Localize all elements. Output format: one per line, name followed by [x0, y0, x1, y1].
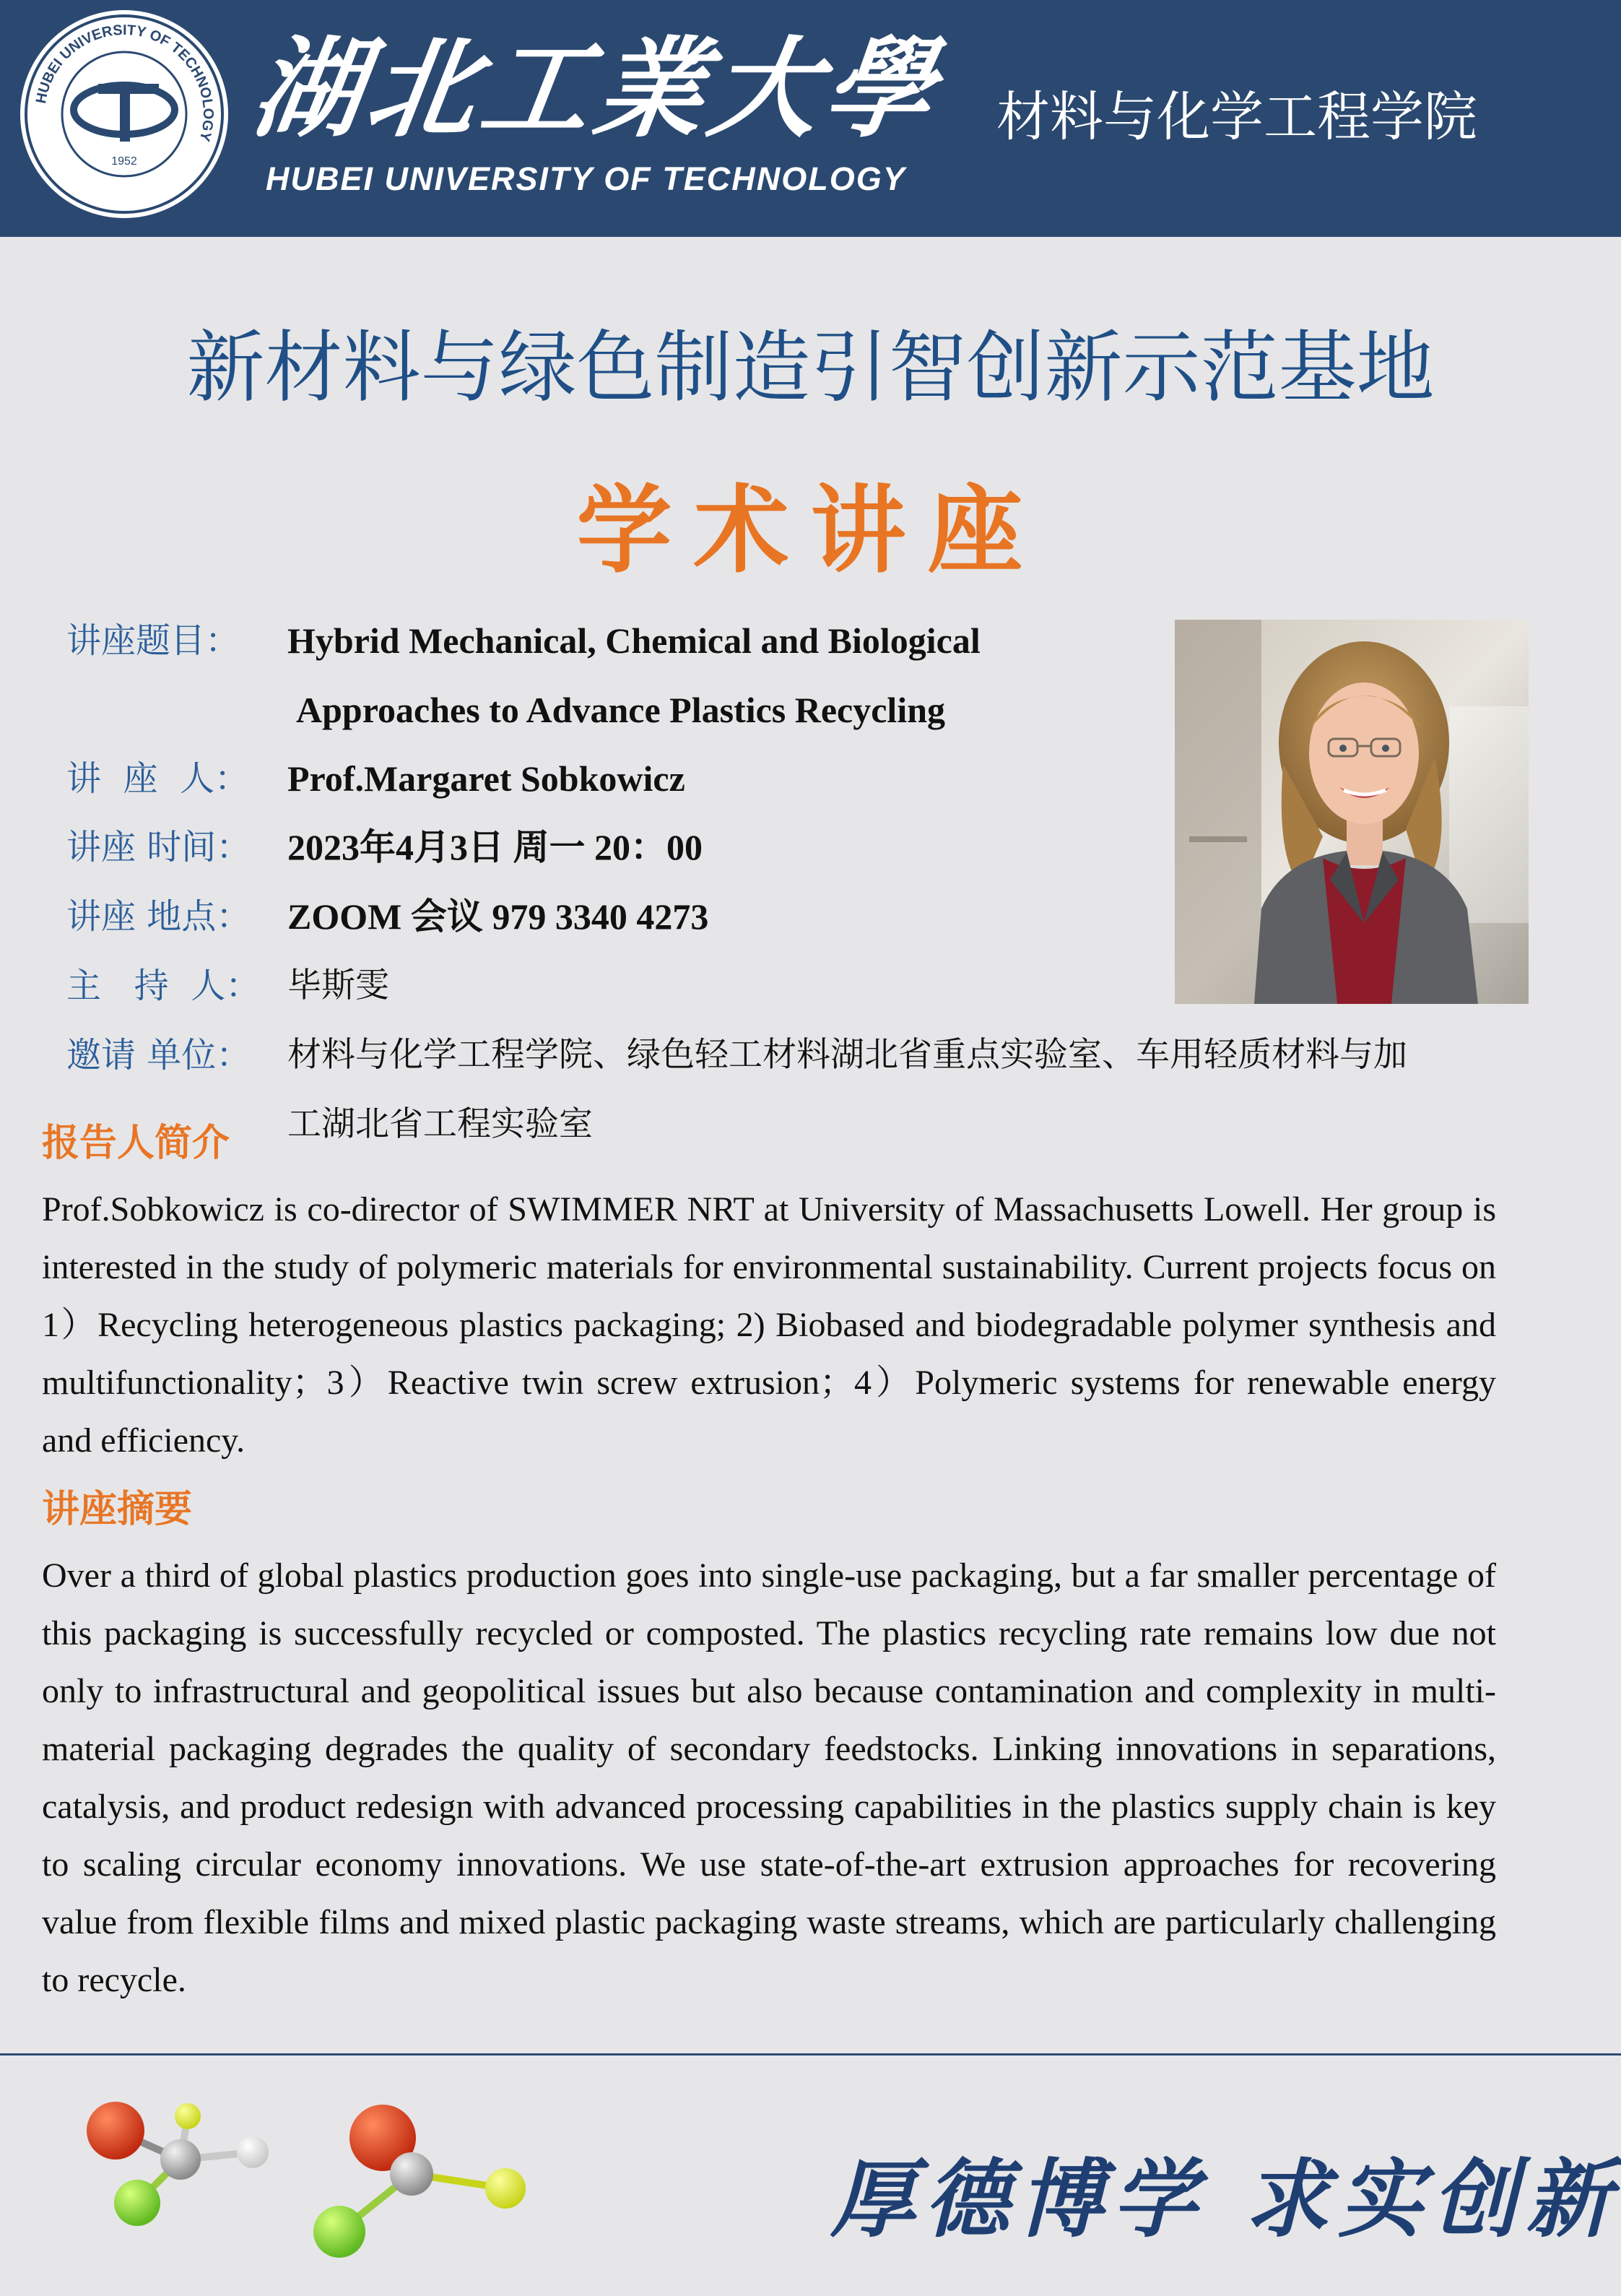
school-name: 材料与化学工程学院: [996, 86, 1477, 148]
time-value: 2023年4月3日 周一 20：00: [287, 827, 703, 867]
time-label: 讲座 时间：: [66, 827, 251, 867]
inviter-label: 邀请 单位：: [66, 1035, 251, 1075]
bio-text: Prof.Sobkowicz is co-director of SWIMMER NRT at University of Massachusetts Lowell. Her group is interested in the study of polymeric materials for environmental sustainability. Current projects focus on 1）Recycling heterogeneous plastics packaging; 2) Biobased and biodegradable polymer synthesis and multifunctionality；3）Reactive twin screw extrusion；4）Polymeric systems for renewable energy and efficiency.: [42, 1190, 1496, 1460]
bio-heading: 报告人简介: [42, 1122, 230, 1165]
university-seal-icon: [19, 9, 230, 220]
abstract-text: Over a third of global plastics production goes into single-use packaging, but a far smaller percentage of this packaging is successfully recycled or composted. The plastics recycling rate remains low due not only to infrastructural and geopolitical issues but also because contamination and complexity in multi-material packaging degrades the quality of secondary feedstocks. Linking innovations in separations, catalysis, and product redesign with advanced processing capabilities in the plastics supply chain is key to scaling circular economy innovations. We use state-of-the-art extrusion approaches for recovering value from flexible films and mixed plastic packaging waste streams, which are particularly challenging to recycle.: [42, 1556, 1496, 1999]
inviter-line-1: 材料与化学工程学院、绿色轻工材料湖北省重点实验室、车用轻质材料与加: [287, 1035, 1407, 1075]
seal-ring-text: HUBEI UNIVERSITY OF TECHNOLOGY: [32, 22, 217, 144]
venue-value: ZOOM 会议 979 3340 4273: [287, 896, 709, 937]
seal-year: 1952: [111, 155, 137, 168]
topic-line-1: Hybrid Mechanical, Chemical and Biological: [287, 620, 981, 661]
speaker-photo: [1175, 620, 1529, 1004]
header-banner: [0, 0, 1621, 237]
molecule-model-icon: [65, 2094, 556, 2289]
page-title: 新材料与绿色制造引智创新示范基地: [186, 323, 1435, 413]
venue-label: 讲座 地点：: [66, 896, 251, 937]
host-value: 毕斯雯: [287, 966, 389, 1005]
host-label: 主 持 人：: [66, 966, 261, 1006]
university-name-en: HUBEI UNIVERSITY OF TECHNOLOGY: [266, 160, 906, 197]
inviter-line-2: 工湖北省工程实验室: [287, 1104, 593, 1144]
footer-divider: [0, 2053, 1621, 2055]
university-name-cn: 湖北工業大學: [245, 25, 948, 152]
school-motto: 厚德博学 求实创新: [830, 2149, 1620, 2249]
page-subtitle: 学术讲座: [576, 475, 1045, 586]
speaker-value: Prof.Margaret Sobkowicz: [287, 758, 685, 799]
topic-label: 讲座题目：: [66, 620, 240, 661]
speaker-label: 讲 座 人：: [66, 758, 250, 799]
speaker-portrait-icon: [1175, 620, 1529, 1004]
topic-line-2: Approaches to Advance Plastics Recycling: [296, 690, 946, 730]
abstract-heading: 讲座摘要: [42, 1488, 193, 1531]
